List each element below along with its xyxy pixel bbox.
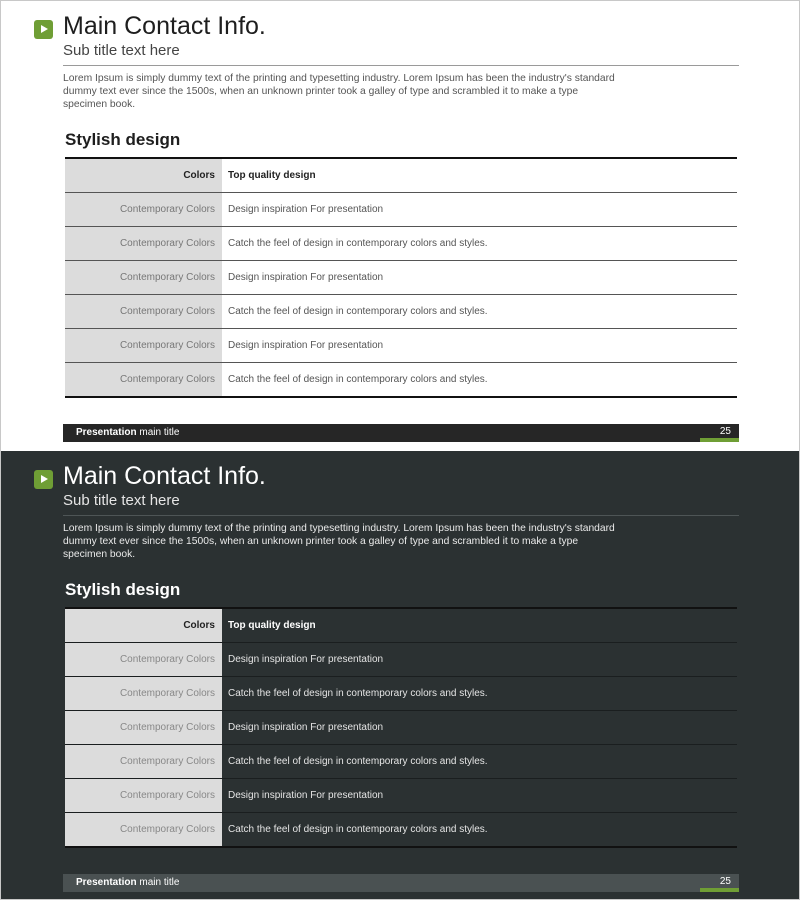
row-label: Contemporary Colors <box>65 329 222 362</box>
slide-title: Main Contact Info. <box>63 462 266 490</box>
row-value: Catch the feel of design in contemporary colors and styles. <box>228 238 488 249</box>
table-header-row <box>65 159 737 193</box>
row-value: Catch the feel of design in contemporary colors and styles. <box>228 688 488 699</box>
table-row <box>65 295 737 329</box>
row-label: Contemporary Colors <box>65 745 222 778</box>
table-row <box>65 227 737 261</box>
table-row <box>65 711 737 745</box>
table-row <box>65 193 737 227</box>
footer-title-rest: main title <box>139 877 180 888</box>
title-divider <box>63 65 739 66</box>
title-divider <box>63 515 739 516</box>
slide-light <box>1 1 799 450</box>
page-number: 25 <box>719 426 731 437</box>
footer-title-bold: Presentation <box>76 427 137 438</box>
footer-title-bold: Presentation <box>76 877 137 888</box>
slide-subtitle: Sub title text here <box>63 42 180 59</box>
footer-title-rest: main title <box>139 427 180 438</box>
table-row <box>65 261 737 295</box>
row-label: Contemporary Colors <box>65 295 222 328</box>
row-value: Design inspiration For presentation <box>228 654 384 665</box>
slide-footer <box>63 424 739 442</box>
table-row <box>65 745 737 779</box>
row-value: Design inspiration For presentation <box>228 340 384 351</box>
slide-title: Main Contact Info. <box>63 12 266 40</box>
slide-dark <box>1 451 799 899</box>
header-cell-left: Colors <box>65 159 222 192</box>
row-label: Contemporary Colors <box>65 643 222 676</box>
row-label: Contemporary Colors <box>65 711 222 744</box>
page-number: 25 <box>719 876 731 887</box>
body-paragraph: Lorem Ipsum is simply dummy text of the printing and typesetting industry. Lorem Ipsum has been the industry's standard dummy text ever since the 1500s, when an unknown printer took a galley of type and scrambled it to make a type specimen book. <box>63 523 615 560</box>
slide-footer <box>63 874 739 892</box>
row-label: Contemporary Colors <box>65 363 222 396</box>
footer-title <box>76 427 179 438</box>
row-label: Contemporary Colors <box>65 227 222 260</box>
table-row <box>65 813 737 848</box>
header-cell-right: Top quality design <box>228 620 316 631</box>
design-table <box>65 607 737 848</box>
design-table <box>65 157 737 398</box>
footer-accent-bar <box>700 438 739 442</box>
header-cell-right: Top quality design <box>228 170 316 181</box>
row-label: Contemporary Colors <box>65 193 222 226</box>
footer-title <box>76 877 179 888</box>
row-value: Catch the feel of design in contemporary colors and styles. <box>228 306 488 317</box>
row-label: Contemporary Colors <box>65 261 222 294</box>
row-value: Design inspiration For presentation <box>228 272 384 283</box>
table-row <box>65 329 737 363</box>
body-paragraph: Lorem Ipsum is simply dummy text of the printing and typesetting industry. Lorem Ipsum has been the industry's standard dummy text ever since the 1500s, when an unknown printer took a galley of type and scrambled it to make a type specimen book. <box>63 73 615 110</box>
row-value: Catch the feel of design in contemporary colors and styles. <box>228 374 488 385</box>
section-title: Stylish design <box>65 580 181 599</box>
row-value: Design inspiration For presentation <box>228 722 384 733</box>
table-row <box>65 779 737 813</box>
row-value: Catch the feel of design in contemporary colors and styles. <box>228 824 488 835</box>
row-value: Design inspiration For presentation <box>228 204 384 215</box>
row-value: Catch the feel of design in contemporary colors and styles. <box>228 756 488 767</box>
play-icon <box>34 20 53 39</box>
table-row <box>65 677 737 711</box>
header-cell-left: Colors <box>65 609 222 642</box>
row-label: Contemporary Colors <box>65 677 222 710</box>
table-row <box>65 643 737 677</box>
slide-subtitle: Sub title text here <box>63 492 180 509</box>
table-row <box>65 363 737 398</box>
play-icon <box>34 470 53 489</box>
section-title: Stylish design <box>65 130 181 149</box>
footer-accent-bar <box>700 888 739 892</box>
row-label: Contemporary Colors <box>65 813 222 846</box>
row-label: Contemporary Colors <box>65 779 222 812</box>
row-value: Design inspiration For presentation <box>228 790 384 801</box>
table-header-row <box>65 609 737 643</box>
